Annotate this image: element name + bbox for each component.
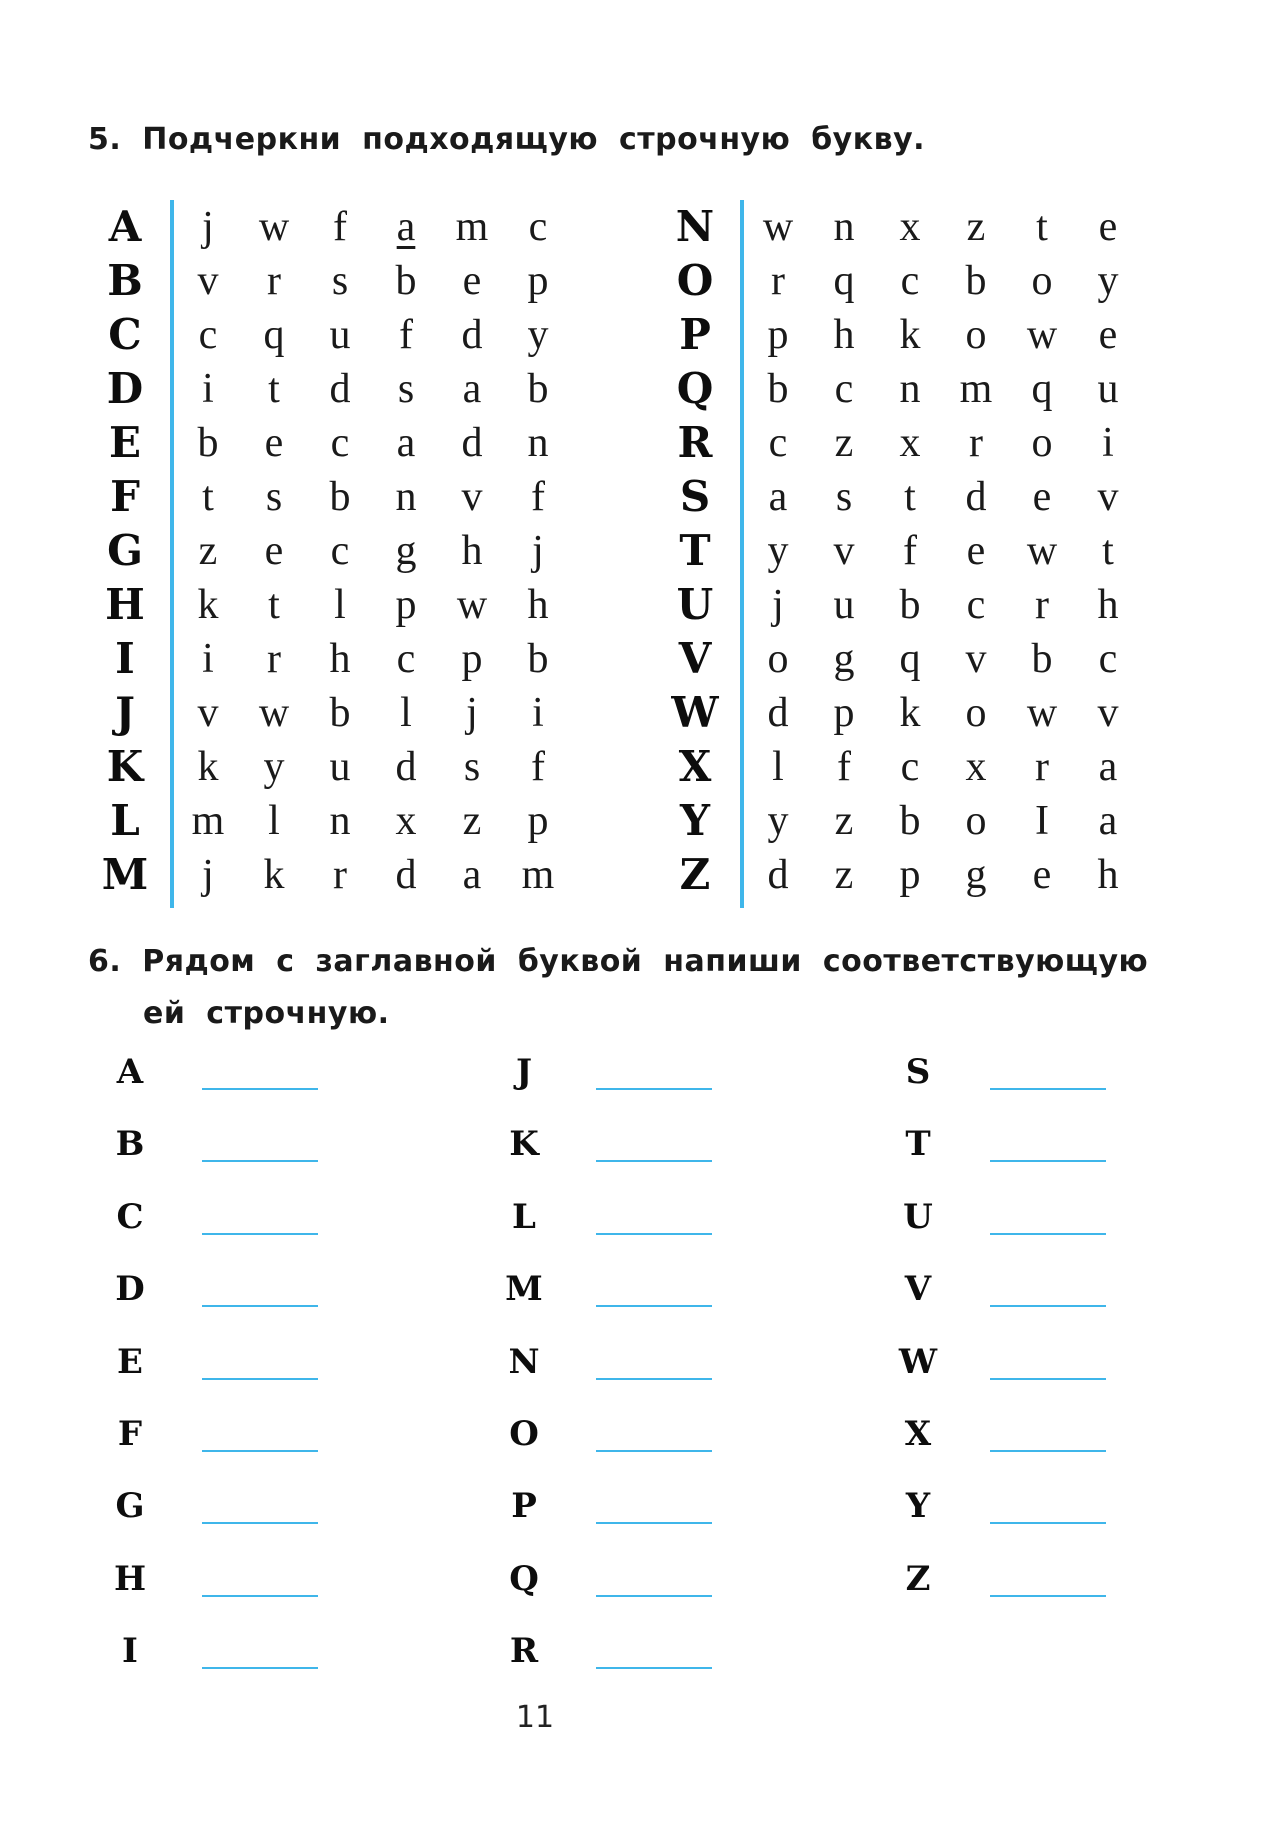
capital-letter: N [675, 202, 715, 251]
lowercase-option[interactable]: v [197, 258, 219, 304]
lowercase-option[interactable]: z [834, 852, 854, 898]
lowercase-option[interactable]: d [329, 366, 351, 412]
lowercase-option[interactable]: c [330, 420, 350, 466]
divider-line [740, 200, 744, 908]
lowercase-option[interactable]: q [263, 312, 285, 358]
task5-title: 5. Подчеркни подходящую строчную букву. [88, 122, 926, 157]
lowercase-option[interactable]: d [395, 744, 417, 790]
lowercase-option[interactable]: x [965, 744, 987, 790]
lowercase-option[interactable]: b [197, 420, 219, 466]
lowercase-option[interactable]: c [900, 258, 920, 304]
lowercase-option[interactable]: b [395, 258, 417, 304]
capital-letter: E [108, 418, 141, 467]
capital-letter: I [115, 634, 135, 683]
lowercase-option[interactable]: h [527, 582, 549, 628]
lowercase-option[interactable]: j [532, 528, 544, 574]
lowercase-option[interactable]: f [903, 528, 917, 574]
lowercase-option[interactable]: r [1035, 582, 1049, 628]
lowercase-option[interactable]: o [965, 798, 987, 844]
answer-line[interactable] [990, 1088, 1106, 1090]
lowercase-option[interactable]: t [268, 582, 280, 628]
lowercase-option[interactable]: e [1098, 204, 1118, 250]
lowercase-option[interactable]: a [1098, 798, 1118, 844]
capital-letter: U [676, 580, 714, 629]
lowercase-option[interactable]: z [462, 798, 482, 844]
lowercase-option[interactable]: b [1031, 636, 1053, 682]
page-number: 11 [515, 1700, 555, 1735]
capital-letter: S [905, 1052, 931, 1092]
lowercase-option[interactable]: g [965, 852, 987, 898]
lowercase-option[interactable]: g [833, 636, 855, 682]
lowercase-option[interactable]: w [762, 204, 794, 250]
lowercase-option[interactable]: v [965, 636, 987, 682]
answer-line[interactable] [990, 1160, 1106, 1162]
divider-line [170, 200, 174, 908]
lowercase-option[interactable]: n [899, 366, 921, 412]
lowercase-option-underlined[interactable]: a [396, 204, 416, 250]
answer-line[interactable] [596, 1160, 712, 1162]
capital-letter: K [509, 1124, 539, 1165]
answer-line[interactable] [596, 1088, 712, 1090]
answer-line[interactable] [596, 1667, 712, 1669]
lowercase-option[interactable]: q [1031, 366, 1053, 412]
capital-letter: S [679, 472, 711, 521]
capital-letter: H [105, 580, 145, 629]
lowercase-option[interactable]: d [395, 852, 417, 898]
lowercase-option[interactable]: z [834, 420, 854, 466]
capital-letter: X [678, 742, 712, 791]
lowercase-option[interactable]: o [965, 690, 987, 736]
lowercase-option[interactable]: w [258, 204, 290, 250]
capital-letter: E [117, 1341, 143, 1382]
lowercase-option[interactable]: m [521, 852, 555, 898]
lowercase-option[interactable]: c [1098, 636, 1118, 682]
lowercase-option[interactable]: p [767, 312, 789, 358]
lowercase-option[interactable]: p [395, 582, 417, 628]
capital-letter: Z [905, 1558, 931, 1599]
lowercase-option[interactable]: r [333, 852, 347, 898]
lowercase-option[interactable]: p [461, 636, 483, 682]
lowercase-option[interactable]: s [265, 474, 283, 520]
answer-line[interactable] [990, 1305, 1106, 1307]
lowercase-option[interactable]: s [331, 258, 349, 304]
capital-letter: Q [509, 1558, 539, 1599]
lowercase-option[interactable]: j [466, 690, 478, 736]
lowercase-option[interactable]: d [461, 312, 483, 358]
lowercase-option[interactable]: r [267, 258, 281, 304]
lowercase-option[interactable]: j [772, 582, 784, 628]
capital-letter: F [110, 472, 140, 521]
lowercase-option[interactable]: c [528, 204, 548, 250]
lowercase-option[interactable]: b [329, 690, 351, 736]
lowercase-option[interactable]: k [197, 744, 219, 790]
capital-letter: G [107, 526, 143, 575]
lowercase-option[interactable]: e [264, 528, 284, 574]
lowercase-option[interactable]: e [966, 528, 986, 574]
lowercase-option[interactable]: c [768, 420, 788, 466]
lowercase-option[interactable]: k [263, 852, 285, 898]
lowercase-option[interactable]: a [1098, 744, 1118, 790]
lowercase-option[interactable]: a [462, 852, 482, 898]
lowercase-option[interactable]: c [966, 582, 986, 628]
answer-line[interactable] [202, 1378, 318, 1380]
capital-letter: B [115, 1124, 145, 1165]
lowercase-option[interactable]: q [833, 258, 855, 304]
capital-letter: P [511, 1486, 537, 1527]
answer-line[interactable] [596, 1595, 712, 1597]
capital-letter: I [122, 1631, 138, 1672]
capital-letter: G [115, 1486, 145, 1527]
answer-line[interactable] [990, 1233, 1106, 1235]
answer-line[interactable] [596, 1378, 712, 1380]
capital-letter: J [115, 688, 135, 737]
lowercase-option[interactable]: t [1102, 528, 1114, 574]
capital-letter: B [107, 256, 143, 305]
lowercase-option[interactable]: l [334, 582, 346, 628]
lowercase-option[interactable]: c [330, 528, 350, 574]
answer-line[interactable] [990, 1522, 1106, 1524]
capital-letter: V [678, 634, 712, 683]
lowercase-option[interactable]: q [899, 636, 921, 682]
lowercase-option[interactable]: n [527, 420, 549, 466]
capital-letter: D [106, 364, 144, 413]
lowercase-option[interactable]: v [1097, 474, 1119, 520]
lowercase-option[interactable]: c [396, 636, 416, 682]
lowercase-option[interactable]: o [1031, 258, 1053, 304]
lowercase-option[interactable]: l [400, 690, 412, 736]
lowercase-option[interactable]: j [202, 204, 214, 250]
capital-letter: J [515, 1052, 533, 1092]
lowercase-option[interactable]: x [395, 798, 417, 844]
capital-letter: Q [676, 364, 714, 413]
capital-letter: O [509, 1413, 539, 1454]
capital-letter: D [115, 1269, 145, 1310]
lowercase-option[interactable]: u [1097, 366, 1119, 412]
lowercase-option[interactable]: t [268, 366, 280, 412]
task6-title-line2: ей строчную. [143, 996, 390, 1031]
lowercase-option[interactable]: h [1097, 852, 1119, 898]
lowercase-option[interactable]: r [969, 420, 983, 466]
capital-letter: A [116, 1052, 144, 1092]
lowercase-option[interactable]: b [899, 798, 921, 844]
answer-line[interactable] [202, 1595, 318, 1597]
lowercase-option[interactable]: b [767, 366, 789, 412]
lowercase-option[interactable]: b [527, 366, 549, 412]
answer-line[interactable] [202, 1233, 318, 1235]
lowercase-option[interactable]: y [527, 312, 549, 358]
capital-letter: L [512, 1196, 536, 1237]
lowercase-option[interactable]: c [198, 312, 218, 358]
capital-letter: M [505, 1269, 543, 1310]
lowercase-option[interactable]: b [527, 636, 549, 682]
lowercase-option[interactable]: m [191, 798, 225, 844]
lowercase-option[interactable]: v [1097, 690, 1119, 736]
lowercase-option[interactable]: k [899, 690, 921, 736]
capital-letter: K [106, 742, 144, 791]
lowercase-option[interactable]: y [767, 528, 789, 574]
capital-letter: Y [680, 796, 710, 845]
capital-letter: T [905, 1124, 931, 1165]
lowercase-option[interactable]: x [899, 420, 921, 466]
lowercase-option[interactable]: k [899, 312, 921, 358]
lowercase-option[interactable]: v [197, 690, 219, 736]
capital-letter: U [903, 1196, 933, 1237]
lowercase-option[interactable]: v [833, 528, 855, 574]
answer-line[interactable] [596, 1305, 712, 1307]
capital-letter: O [676, 256, 714, 305]
lowercase-option[interactable]: f [333, 204, 347, 250]
lowercase-option[interactable]: a [768, 474, 788, 520]
lowercase-option[interactable]: p [527, 258, 549, 304]
lowercase-option[interactable]: p [899, 852, 921, 898]
lowercase-option[interactable]: b [329, 474, 351, 520]
lowercase-option[interactable]: h [461, 528, 483, 574]
task6-title [88, 936, 1148, 1040]
lowercase-option[interactable]: e [1032, 474, 1052, 520]
lowercase-option[interactable]: r [1035, 744, 1049, 790]
lowercase-option[interactable]: d [461, 420, 483, 466]
answer-line[interactable] [202, 1305, 318, 1307]
lowercase-option[interactable]: b [965, 258, 987, 304]
lowercase-option[interactable]: o [1031, 420, 1053, 466]
capital-letter: A [108, 202, 142, 251]
answer-line[interactable] [990, 1378, 1106, 1380]
capital-letter: H [113, 1558, 147, 1599]
lowercase-option[interactable]: p [527, 798, 549, 844]
lowercase-option[interactable]: z [834, 798, 854, 844]
answer-line[interactable] [596, 1450, 712, 1452]
lowercase-option[interactable]: o [965, 312, 987, 358]
lowercase-option[interactable]: y [767, 798, 789, 844]
lowercase-option[interactable]: l [268, 798, 280, 844]
lowercase-option[interactable]: s [463, 744, 481, 790]
answer-line[interactable] [202, 1088, 318, 1090]
lowercase-option[interactable]: e [1098, 312, 1118, 358]
lowercase-option[interactable]: h [329, 636, 351, 682]
lowercase-option[interactable]: l [772, 744, 784, 790]
lowercase-option[interactable]: v [461, 474, 483, 520]
answer-line[interactable] [990, 1595, 1106, 1597]
lowercase-option[interactable]: w [1026, 528, 1058, 574]
lowercase-option[interactable]: f [531, 474, 545, 520]
lowercase-option[interactable]: i [202, 366, 214, 412]
task6-title-line1: 6. Рядом с заглавной буквой напиши соответствующую [88, 944, 1149, 979]
capital-letter: V [904, 1269, 932, 1310]
lowercase-option[interactable]: d [965, 474, 987, 520]
lowercase-option[interactable]: f [531, 744, 545, 790]
lowercase-option[interactable]: y [263, 744, 285, 790]
lowercase-option[interactable]: m [455, 204, 489, 250]
lowercase-option[interactable]: e [264, 420, 284, 466]
answer-line[interactable] [202, 1522, 318, 1524]
lowercase-option[interactable]: b [899, 582, 921, 628]
lowercase-option[interactable]: d [767, 690, 789, 736]
answer-line[interactable] [202, 1450, 318, 1452]
lowercase-option[interactable]: h [833, 312, 855, 358]
capital-letter: T [679, 526, 711, 575]
lowercase-option[interactable]: z [966, 204, 986, 250]
lowercase-option[interactable]: e [462, 258, 482, 304]
capital-letter: Z [679, 850, 711, 899]
capital-letter: X [904, 1413, 932, 1454]
lowercase-option[interactable]: r [771, 258, 785, 304]
lowercase-option[interactable]: p [833, 690, 855, 736]
lowercase-option[interactable]: t [1036, 204, 1048, 250]
capital-letter: N [508, 1341, 540, 1382]
lowercase-option[interactable]: z [198, 528, 218, 574]
lowercase-option[interactable]: j [202, 852, 214, 898]
answer-line[interactable] [596, 1233, 712, 1235]
answer-line[interactable] [202, 1160, 318, 1162]
capital-letter: L [110, 796, 140, 845]
lowercase-option[interactable]: x [899, 204, 921, 250]
lowercase-option[interactable]: d [767, 852, 789, 898]
capital-letter: C [116, 1196, 144, 1237]
capital-letter: R [677, 418, 713, 467]
answer-line[interactable] [202, 1667, 318, 1669]
lowercase-option[interactable]: t [904, 474, 916, 520]
lowercase-option[interactable]: e [1032, 852, 1052, 898]
lowercase-option[interactable]: n [329, 798, 351, 844]
lowercase-option[interactable]: f [837, 744, 851, 790]
capital-letter: F [117, 1413, 143, 1454]
lowercase-option[interactable]: n [395, 474, 417, 520]
lowercase-option[interactable]: u [329, 744, 351, 790]
lowercase-option[interactable]: I [1035, 798, 1049, 844]
capital-letter: R [509, 1631, 539, 1672]
lowercase-option[interactable]: u [833, 582, 855, 628]
lowercase-option[interactable]: w [1026, 690, 1058, 736]
lowercase-option[interactable]: n [833, 204, 855, 250]
capital-letter: C [108, 310, 142, 359]
lowercase-option[interactable]: k [197, 582, 219, 628]
lowercase-option[interactable]: w [1026, 312, 1058, 358]
lowercase-option[interactable]: u [329, 312, 351, 358]
answer-line[interactable] [596, 1522, 712, 1524]
lowercase-option[interactable]: i [532, 690, 544, 736]
lowercase-option[interactable]: g [395, 528, 417, 574]
capital-letter: Y [905, 1486, 931, 1527]
lowercase-option[interactable]: a [462, 366, 482, 412]
lowercase-option[interactable]: w [258, 690, 290, 736]
lowercase-option[interactable]: y [1097, 258, 1119, 304]
lowercase-option[interactable]: a [396, 420, 416, 466]
capital-letter: P [679, 310, 711, 359]
lowercase-option[interactable]: i [202, 636, 214, 682]
lowercase-option[interactable]: c [834, 366, 854, 412]
lowercase-option[interactable]: t [202, 474, 214, 520]
capital-letter: W [898, 1341, 938, 1382]
lowercase-option[interactable]: s [397, 366, 415, 412]
lowercase-option[interactable]: c [900, 744, 920, 790]
lowercase-option[interactable]: m [959, 366, 993, 412]
capital-letter: W [671, 688, 719, 737]
capital-letter: M [101, 850, 149, 899]
lowercase-option[interactable]: r [267, 636, 281, 682]
lowercase-option[interactable]: s [835, 474, 853, 520]
lowercase-option[interactable]: h [1097, 582, 1119, 628]
lowercase-option[interactable]: i [1102, 420, 1114, 466]
answer-line[interactable] [990, 1450, 1106, 1452]
lowercase-option[interactable]: w [456, 582, 488, 628]
lowercase-option[interactable]: o [767, 636, 789, 682]
lowercase-option[interactable]: f [399, 312, 413, 358]
